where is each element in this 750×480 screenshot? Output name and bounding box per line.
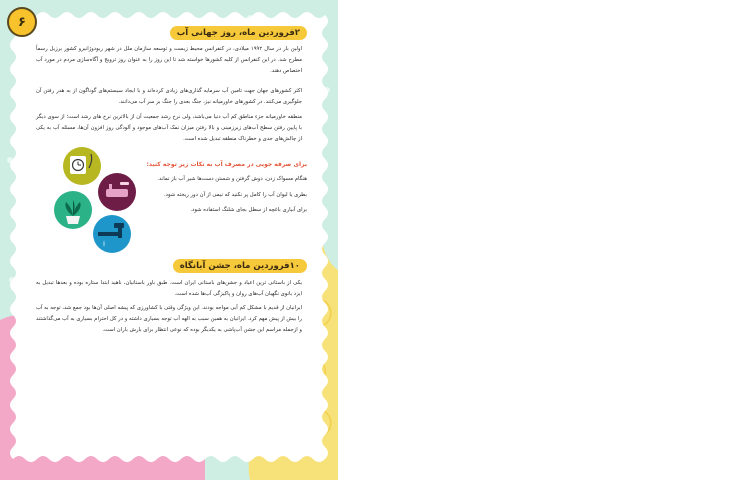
toothbrush-sink-icon (97, 172, 137, 212)
page-number-badge: ۶ (7, 7, 37, 37)
water-faucet-icon (92, 214, 132, 254)
tip-item: بطری یا لیوان آب را کامل پر نکنید که نیمی از آن دور ریخته شود. (164, 192, 307, 198)
section-heading-abanegah: ۱۰فروردین ماه، جشن آبانگاه (173, 259, 307, 273)
paragraph-water-investment: اکثر کشورهای جهان جهت تامین آب سرمایه گذاری‌های زیادی کرده‌اند و با ایجاد سیستم‌های گوناگون از به هدر رفتن آن جلوگیری می‌کنند. در کشورهای خاورمیانه نیز، جنگ بعدی را جنگ بر سر آب می‌دانند. (36, 88, 302, 105)
book-page (0, 0, 338, 480)
tip-item: هنگام مسواک زدن، دوش گرفتن و شستن دست‌ها شیر آب باز نماند. (157, 176, 307, 182)
paragraph-water-day-origin: اولین بار در سال ۱۹۹۲ میلادی، در کنفرانس محیط زیست و توسعه سازمان ملل در شهر ریودوژانیرو کشور برزیل رسماً مطرح شد. در این کنفرانس از کلیه کشورها خواسته شد تا این روز را به عنوان روز ترویج و آگاه‌سازی مردم در مورد آب اختصاص دهند. (36, 46, 302, 74)
clock-icon (62, 146, 102, 186)
tips-title: برای صرفه جویی در مصرف آب به نکات زیر توجه کنید: (146, 161, 307, 168)
tip-item: برای آبیاری باغچه از سطل بجای شلنگ استفاده شود. (190, 207, 307, 213)
paragraph-abanegah-ceremony: ایرانیان از قدیم با مشکل کم آبی مواجه بودند. این ویژگی وقتی با کشاورزی که پیشه اصلی آن‌ها بود جمع شد، توجه به آب را بیش از پیش مهم کرد. ایرانیان به همین سبب به الهه آب توجه بسیاری داشته و در کل احترام بسیاری به آب می‌گذاشتند و ازجمله مراسم این جشن آب‌پاشی به یکدیگر بوده که نوعی انتظار برای بارش باران است. (36, 305, 302, 333)
section-heading-world-water-day: ۲فروردین ماه، روز جهانی آب (170, 26, 307, 40)
paragraph-middle-east-water: منطقه خاورمیانه جزء مناطق کم آب دنیا می‌باشد، ولی نرخ رشد جمعیت آن از بالاترین نرخ های رشد است؛ از سوی دیگر با پایین رفتن سطح آب‌های زیرزمینی و بالا رفتن میزان نمک آب‌های موجود و آلودگی روز افزون آن‌ها، مسئله آب به یکی از چالش‌های جدی و خطرناک منطقه تبدیل شده است. (36, 114, 302, 142)
paragraph-abanegah-history: یکی از باستانی ترین اعیاد و جشن‌های باستانی ایران است. طبق باور باستانیان، ناهید ابتدا ستاره بوده و بعدها تبدیل به ایزد بانوی نگهبان آب‌های روان و پاکیزگی آب‌ها شده است. (36, 280, 302, 297)
plant-pot-icon (53, 190, 93, 230)
